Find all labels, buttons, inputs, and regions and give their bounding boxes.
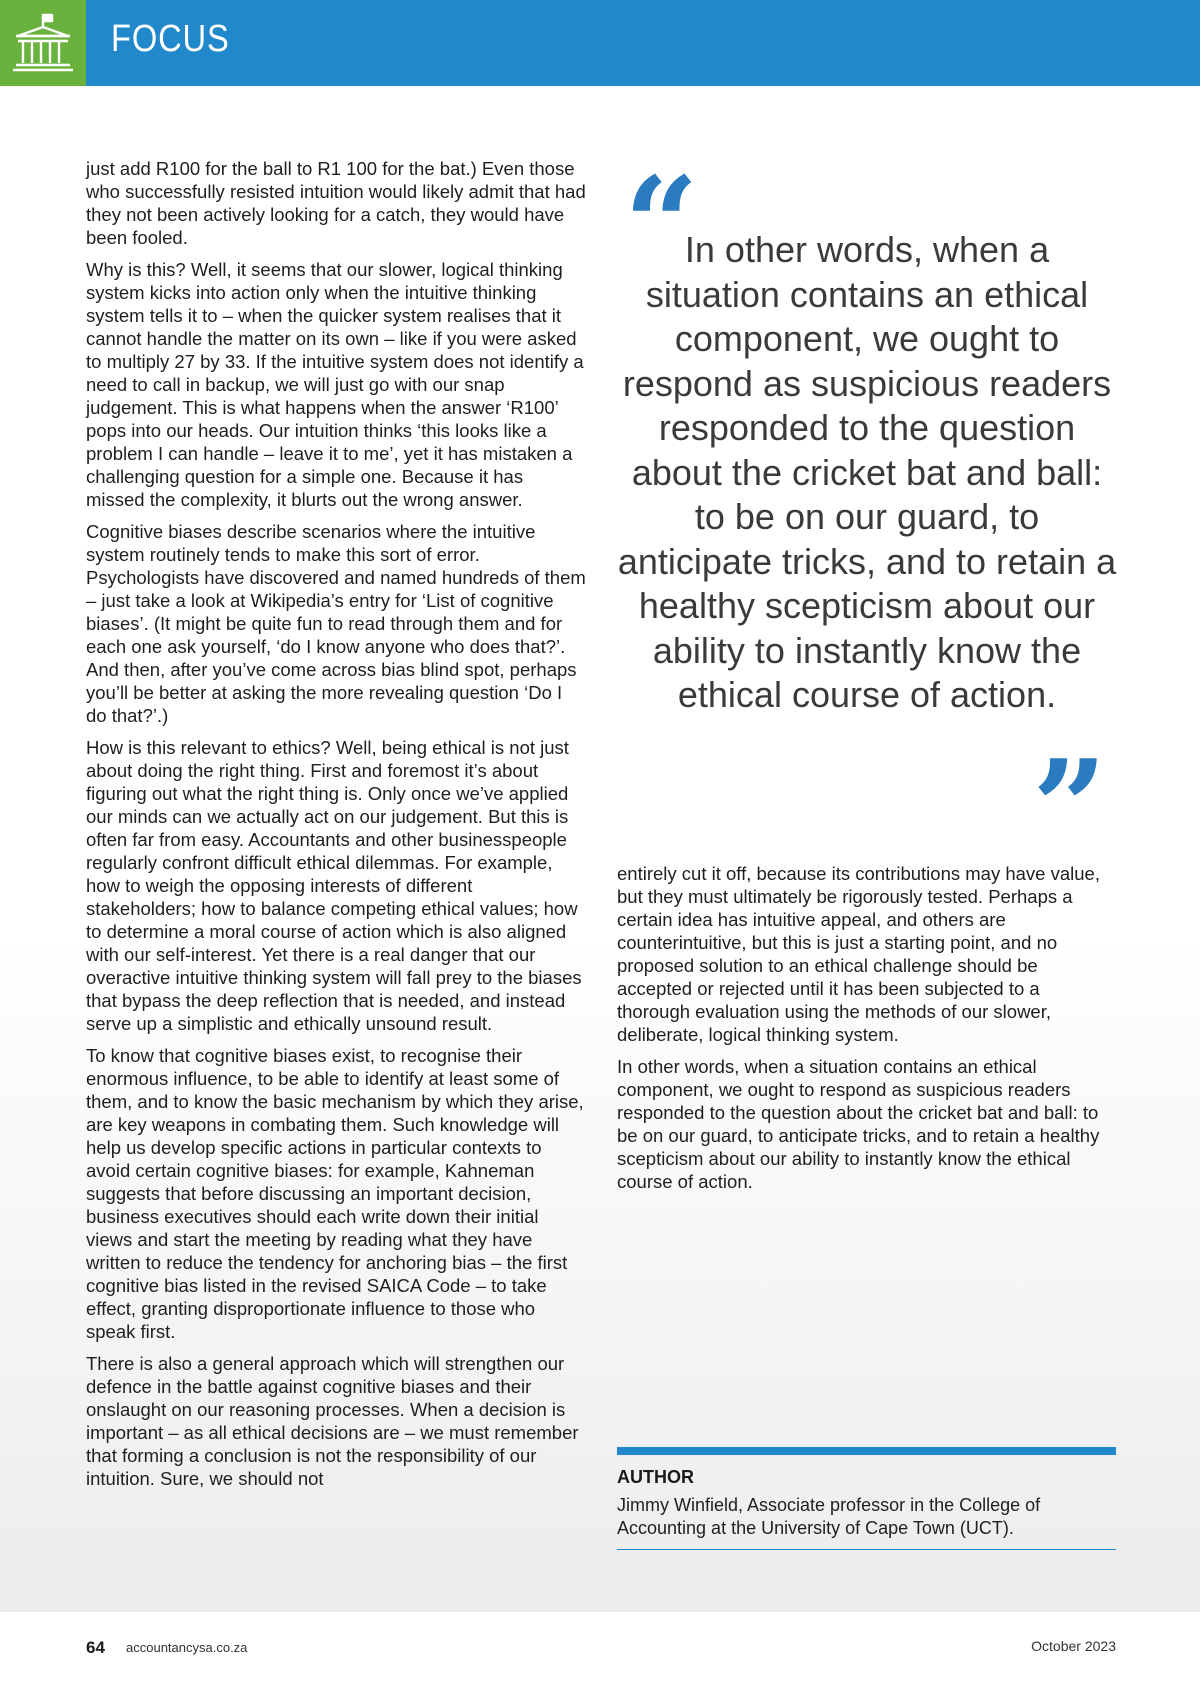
- open-quote-icon: “: [624, 148, 699, 301]
- building-icon: [10, 10, 76, 76]
- body-paragraph: How is this relevant to ethics? Well, being ethical is not just about doing the right thing. First and foremost it’s about figuring out what the right thing is. Only once we’ve applied our minds can we actually act on our judgement. But this is often far from easy. Accountants and other businesspeople regularly confront difficult ethical dilemmas. For example, how to weigh the opposing interests of different stakeholders; how to balance competing ethical values; how to determine a moral course of action which is also aligned with our self-interest. Yet there is a real danger that our overactive intuitive thinking system will fall prey to the biases that bypass the deep reflection that is needed, and instead serve up a simplistic and ethically unsound result.: [86, 737, 582, 1034]
- right-column: [617, 862, 1117, 1202]
- section-title: FOCUS: [111, 18, 230, 60]
- header-icon-box: [0, 0, 86, 86]
- page-number: 64: [86, 1638, 105, 1657]
- author-divider-bottom: [617, 1549, 1116, 1550]
- body-paragraph: In other words, when a situation contains an ethical component, we ought to respond as suspicious readers responded to the question about the cricket bat and ball: to be on our guard, to anticipate tricks, and to retain a healthy scepticism about our ability to instantly know the ethical course of action.: [617, 1056, 1100, 1192]
- body-paragraph: just add R100 for the ball to R1 100 for the bat.) Even those who successfully resisted intuition would likely admit that had they not been actively looking for a catch, they would have been fooled.: [86, 158, 586, 248]
- body-paragraph: There is also a general approach which will strengthen our defence in the battle against cognitive biases and their onslaught on our reasoning processes. When a decision is important – as all ethical decisions are – we must remember that forming a conclusion is not the responsibility of our intuition. Sure, we should not: [86, 1353, 579, 1489]
- author-heading: AUTHOR: [617, 1467, 694, 1487]
- body-paragraph: Why is this? Well, it seems that our slower, logical thinking system kicks into action only when the intuitive thinking system tells it to – when the quicker system realises that it cannot handle the matter on its own – like if you were asked to multiply 27 by 33. If the intuitive system does not identify a need to call in backup, we will just go with our snap judgement. This is what happens when the answer ‘R100’ pops into our heads. Our intuition thinks ‘this looks like a problem I can handle – leave it to me’, yet it has mistaken a challenging question for a simple one. Because it has missed the complexity, it blurts out the wrong answer.: [86, 259, 584, 510]
- page-footer: [0, 1612, 1200, 1696]
- body-paragraph: Cognitive biases describe scenarios where the intuitive system routinely tends to make this sort of error. Psychologists have discovered and named hundreds of them – just take a look at Wikipedia’s entry for ‘List of cognitive biases’. (It might be quite fun to read through them and for each one ask yourself, ‘do I know anyone who does that?’. And then, after you’ve come across bias blind spot, perhaps you’ll be better at asking the more revealing question ‘Do I do that?’.): [86, 521, 586, 726]
- pull-quote-text: In other words, when a situation contains an ethical component, we ought to respond as suspicious readers responded to the question about the cricket bat and ball: to be on our guard, to anticipate tricks, and to retain a healthy scepticism about our ability to instantly know the ethical course of action.: [617, 229, 1117, 715]
- author-bio: Jimmy Winfield, Associate professor in the College of Accounting at the University of Cape Town (UCT).: [617, 1495, 1041, 1538]
- issue-date: October 2023: [1031, 1638, 1116, 1654]
- header-bar: [0, 0, 1200, 86]
- left-column: [86, 157, 586, 1499]
- body-paragraph: entirely cut it off, because its contributions may have value, but they must ultimately be rigorously tested. Perhaps a certain idea has intuitive appeal, and others are counterintuitive, but this is just a starting point, and no proposed solution to an ethical challenge should be accepted or rejected until it has been subjected to a thorough evaluation using the methods of our slower, deliberate, logical thinking system.: [617, 863, 1100, 1045]
- pull-quote: [617, 148, 1117, 884]
- close-quote-icon: ”: [1032, 731, 1107, 884]
- author-divider-top: [617, 1447, 1116, 1455]
- footer-url[interactable]: accountancysa.co.za: [126, 1640, 248, 1655]
- body-paragraph: To know that cognitive biases exist, to recognise their enormous influence, to be able to identify at least some of them, and to know the basic mechanism by which they arise, are key weapons in combating them. Such knowledge will help us develop specific actions in particular contexts to avoid certain cognitive biases: for example, Kahneman suggests that before discussing an important decision, business executives should each write down their initial views and start the meeting by reading what they have written to reduce the tendency for anchoring bias – the first cognitive bias listed in the revised SAICA Code – to take effect, granting disproportionate influence to those who speak first.: [86, 1045, 584, 1342]
